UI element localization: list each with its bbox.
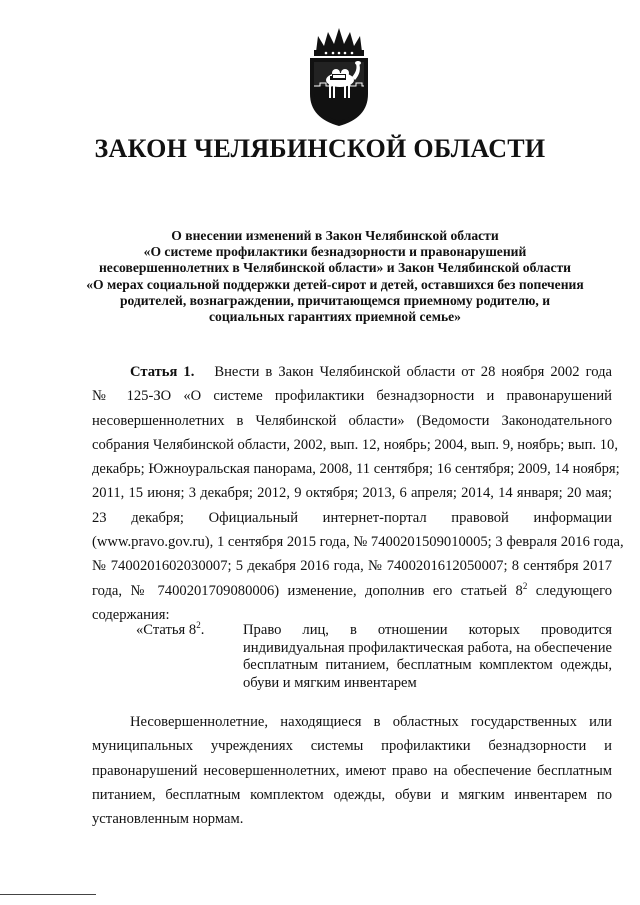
article-text: года, № 7400201709080006) изменение, дополнив его статьей 8 [92,582,523,599]
article-line: 23 декабря; Официальный интернет-портал правовой информации [92,509,612,526]
superscript: 2 [196,620,201,630]
law-title: ЗАКОН ЧЕЛЯБИНСКОЙ ОБЛАСТИ [94,134,546,163]
heading-line: родителей, вознаграждении, причитающемся приемному родителю, и [119,292,551,308]
new-article-label-suffix: . [200,622,205,638]
heading-line: «О системе профилактики безнадзорности и правонарушений [143,244,527,260]
law-heading [40,228,630,325]
body-line: Несовершеннолетние, находящиеся в областных государственных или [130,714,612,730]
superscript: 2 [522,580,528,591]
footer-rule [0,894,96,895]
article-line: содержания: [92,606,170,623]
article-line: декабрь; Южноуральская панорама, 2008, 11 сентября; 16 сентября; 2009, 14 ноября; [92,461,620,478]
body-line: правонарушений несовершеннолетних, имеют право на обеспечение бесплатным [92,762,612,779]
new-article-label [136,622,204,639]
new-article-title-line: индивидуальная профилактическая работа, на обеспечение [243,639,612,656]
body-line: питанием, бесплатным комплектом одежды, обуви и мягким инвентарем по [92,786,612,803]
article-text: Внести в Закон Челябинской области от 28 ноября 2002 года [214,364,612,380]
new-article-title-line: Право лиц, в отношении которых проводится [243,622,612,638]
article-line: несовершеннолетних в Челябинской области» (Ведомости Законодательного [92,412,612,429]
heading-line: несовершеннолетних в Челябинской области» и Закон Челябинской области [98,260,572,276]
new-article-title [243,622,612,692]
article-line-with-sup [92,579,612,603]
article-label: Статья 1. [130,364,195,380]
article-line: № 125-ЗО «О системе профилактики безнадзорности и правонарушений [92,388,612,405]
article-1-paragraph [92,360,624,627]
new-article-label-text: «Статья 8 [136,622,197,638]
article-line: № 7400201602030007; 5 декабря 2016 года, № 7400201612050007; 8 сентября 2017 [92,558,612,575]
heading-line: социальных гарантиях приемной семье» [209,309,461,325]
new-article-title-line: бесплатным питанием, бесплатным комплектом одежды, [243,657,612,674]
body-paragraph [92,710,612,831]
article-line: 2011, 15 июня; 3 декабря; 2012, 9 октября; 2013, 6 апреля; 2014, 14 января; 20 мая; [92,485,612,502]
new-article-title-line: обуви и мягким инвентарем [243,674,417,691]
heading-line: «О мерах социальной поддержки детей-сирот и детей, оставшихся без попечения [86,276,584,292]
body-line: муниципальных учреждениях системы профилактики безнадзорности и [92,738,612,755]
article-line: (www.pravo.gov.ru), 1 сентября 2015 года, № 7400201509010005; 3 февраля 2016 года, [92,534,624,551]
heading-line: О внесении изменений в Закон Челябинской области [171,228,499,243]
article-line: собрания Челябинской области, 2002, вып. 12, ноябрь; 2004, вып. 9, ноябрь; вып. 10, [92,436,618,453]
chelyabinsk-coat-of-arms-icon [296,22,382,130]
article-1-first-line [92,360,612,384]
body-line: установленным нормам. [92,811,244,828]
article-text: следующего [527,582,613,599]
